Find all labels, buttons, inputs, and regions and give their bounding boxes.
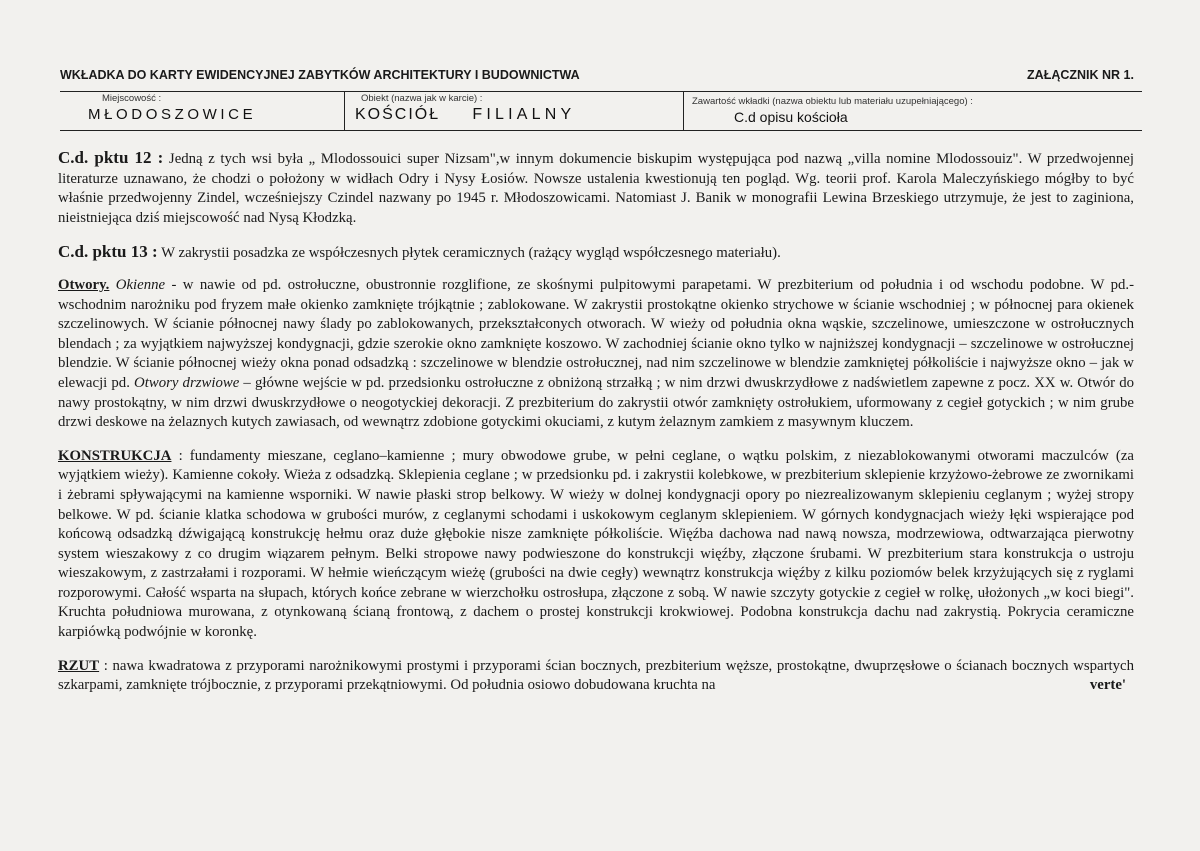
plan-label: RZUT	[58, 657, 100, 674]
construction-text: : fundamenty mieszane, ceglano–kamienne ; mury obwodowe grube, w pełni ceglane, o wątku polskim, z niezablokowanymi otworami maczulców (za wyjątkiem wieży). Kamienne cokoły. Wieża z odsadzką. Sklepienia ceglane ; w przedsionku pd. i zakrystii kolebkowe, w prezbiterium sklepienie krzyżowo-żebrowe ze zwornikami i żebrami spływającymi na kamienne wsporniki. W nawie płaski strop belkowy. W wieży w dolnej kondygnacji opory po niezrealizowanym sklepieniu ceglanym ; wyżej stropy belkowe. W pd. ścianie klatka schodowa w grubości murów, z ceglanymi schodami i uskokowym ceglanym sklepieniem. W górnych kondygnacjach wieży łęki wspierające pod końcową odsadzką dźwigającą konstrukcję hełmu oraz duże głębokie nisze zamknięte półkoliście. Więźba dachowa nad nawą nowsza, modrzewiowa, odtwarzająca pierwotny system wieszakowy z co drugim wiązarem pełnym. Belki stropowe nawy podwieszone do konstrukcji więźby, złączone śrubami. W prezbiterium stara konstrukcja o ustroju wieszakowym, z zastrzałami i rozporami. W hełmie wieńczącym wieżę (grubości na dwie cegły) wewnątrz konstrukcja więźby z kilku poziomów belek krzyżujących się z ryglami rozporowymi. Całość wsparta na słupach, których końce zebrane w wierzchołku ostrosłupa, złączone z sobą. W nawie szczyty gotyckie z cegieł w rolkę, ułożonych „w koci biegi". Kruchta południowa murowana, z otynkowaną ścianą frontową, z dachem o prostej konstrukcji krokwiowej. Podobna konstrukcja dachu nad zakrystią. Pokrycia ceramiczne karpiówką podwójnie w koronkę.	[58, 447, 1134, 641]
door-openings-text: – główne wejście w pd. przedsionku ostrołuczne z obniżoną strzałką ; w nim drzwi dwuskrzydłowe z nadświetlem zapewne z pocz. XX w. Otwór do nawy prostokątny, w nim drzwi dwuskrzydłowe o neogotyckiej dekoracji. Z prezbiterium do zakrystii otwór zamknięty ostrołukiem, uformowany z cegieł gotyckich ; w nim grube drzwi deskowe na żelaznych kutych zawiasach, od wewnątrz zdobione gotyckimi okuciami, z kutym żelaznym zamkiem z masywnym kluczem.	[58, 374, 1134, 431]
paragraph-plan	[58, 657, 1134, 696]
window-openings-text: - w nawie od pd. ostrołuczne, obustronnie rozglifione, ze skośnymi pulpitowymi parapetami. W prezbiterium od południa i od wschodu podobne. W pd.-wschodnim narożniku pod fryzem małe okienko zamknięte trójkątnie ; zablokowane. W zakrystii prostokątne okienko strychowe w ścianie wschodniej ; w północnej para okienek szczelinowych. W ścianie północnej nawy ślady po zablokowanych, przekształconych otworach. W wieży od południa okna wąskie, szczelinowe, umieszczone w ostrołucznych blendach ; za wyjątkiem najwyższej kondygnacji, gdzie szerokie okno zamknięte koszowo. W zachodniej ścianie okno tylko w najniższej kondygnacji – szczelinowe w ostrołucznej blendzie. W ścianie północnej wieży okna ponad odsadzką : szczelinowe w blendzie ostrołucznej, nad nim szczelinowe w blendzie zamkniętej półkoliście i najwyższe okno – jak w elewacji pd.	[58, 276, 1135, 391]
point-13-text: W zakrystii posadzka ze współczesnych płytek ceramicznych (rażący wygląd współczesnego materiału).	[157, 245, 781, 262]
plan-text: : nawa kwadratowa z przyporami narożnikowymi prostymi i przyporami ścian bocznych, prezbiterium węższe, prostokątne, dwuprzęsłowe o ścianach bocznych wspartych szkarpami, zamknięte trójbocznie, z przyporami przekątniowymi. Od południa osiowo dobudowana kruchta na	[58, 657, 1134, 694]
object-cell	[344, 92, 684, 130]
place-cell	[60, 92, 344, 130]
object-value-part2: FILIALNY	[472, 106, 576, 123]
object-caption: Obiekt (nazwa jak w karcie) :	[361, 93, 483, 104]
point-12-label: C.d. pktu 12 :	[58, 148, 164, 167]
verte-note: verte'	[1089, 677, 1126, 694]
point-13-label: C.d. pktu 13 :	[58, 242, 158, 262]
place-value: MŁODOSZOWICE	[88, 106, 257, 123]
object-value-part1: KOŚCIÓŁ	[355, 106, 441, 123]
place-caption: Miejscowość :	[102, 93, 162, 104]
paragraph-point-13	[58, 242, 1134, 264]
content-cell	[684, 92, 1142, 130]
point-12-text: Jedną z tych wsi była „ Mlodossouici super Nizsam",w innym dokumencie biskupim występująca pod nazwą „villa nomine Mlodossouiz". W przedwojennej literaturze uznawano, że chodzi o położony w widłach Odry i Nysy Łosiów. Nowsze ustalenia kwestionują ten pogląd. Wg. teorii prof. Karola Maleczyńskiego mógłby to być właśnie przedwojenny Zindel, wcześniejszy Czindel nazwany po 1945 r. Młodoszowicami. Natomiast J. Banik w monografii Lewina Brzeskiego utrzymuje, że jest to zaginiona, nieistniejąca dziś miejscowość nad Nysą Kłodzką.	[58, 151, 1134, 226]
construction-label: KONSTRUKCJA	[58, 447, 172, 464]
object-value	[355, 106, 575, 124]
paragraph-openings	[58, 276, 1134, 433]
window-openings-label: Okienne	[115, 276, 166, 293]
document-body	[58, 148, 1134, 710]
paragraph-point-12	[58, 148, 1134, 228]
annex-number: ZAŁĄCZNIK NR 1.	[1027, 68, 1134, 82]
openings-label: Otwory.	[58, 276, 110, 293]
paragraph-construction	[58, 447, 1134, 643]
content-value: C.d opisu kościoła	[734, 109, 848, 125]
document-header	[60, 68, 1134, 82]
door-openings-label: Otwory drzwiowe	[134, 374, 240, 391]
document-title: WKŁADKA DO KARTY EWIDENCYJNEJ ZABYTKÓW ARCHITEKTURY I BUDOWNICTWA	[60, 68, 580, 82]
content-caption: Zawartość wkładki (nazwa obiektu lub materiału uzupełniającego) :	[692, 96, 973, 107]
identification-table	[60, 91, 1142, 131]
